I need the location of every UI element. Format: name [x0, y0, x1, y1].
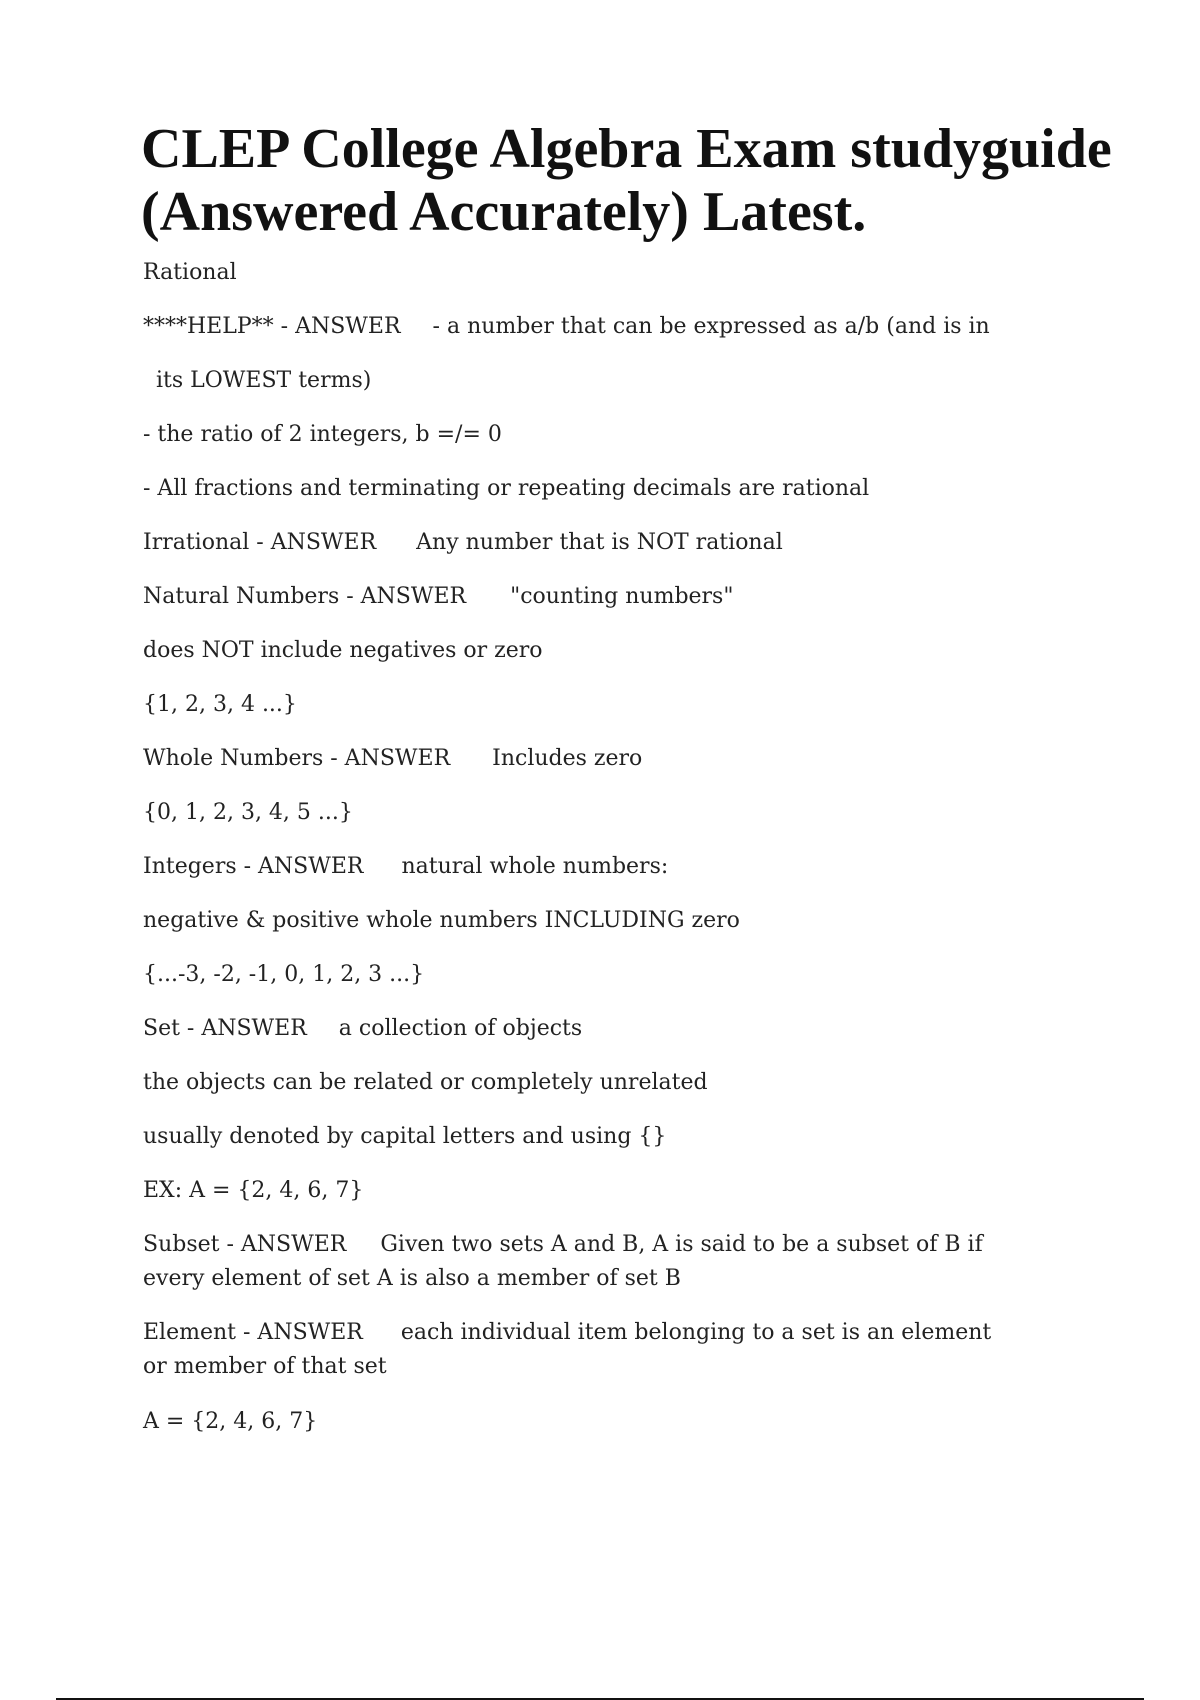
definition-line	[143, 1174, 363, 1208]
definition-line	[156, 364, 371, 398]
term-label: Whole Numbers - ANSWER	[143, 746, 451, 771]
term-label: ****HELP** - ANSWER	[143, 314, 401, 339]
definition-line	[143, 472, 869, 506]
term-label: Set - ANSWER	[143, 1016, 307, 1041]
answer-text: {0, 1, 2, 3, 4, 5 ...}	[143, 800, 353, 825]
definition-line	[143, 256, 237, 290]
definition-line	[143, 1316, 1003, 1384]
answer-text: "counting numbers"	[510, 584, 734, 609]
answer-text: A = {2, 4, 6, 7}	[143, 1409, 318, 1434]
answer-text: natural whole numbers:	[401, 854, 669, 879]
answer-text: each individual item belonging to a set is an element or member of that set	[143, 1320, 992, 1379]
term-label: Element - ANSWER	[143, 1320, 363, 1345]
definition-line	[143, 1405, 317, 1439]
answer-text: {...-3, -2, -1, 0, 1, 2, 3 ...}	[143, 962, 425, 987]
term-label: Rational	[143, 260, 237, 285]
definition-line	[143, 580, 733, 614]
definition-line	[143, 958, 424, 992]
definition-line	[143, 634, 543, 668]
answer-text: a collection of objects	[338, 1016, 583, 1041]
definition-line	[143, 688, 297, 722]
definition-line	[143, 742, 642, 776]
definition-line	[143, 310, 990, 344]
definition-line	[143, 418, 502, 452]
answer-text: does NOT include negatives or zero	[143, 638, 543, 663]
answer-text: - the ratio of 2 integers, b =/= 0	[143, 422, 502, 447]
term-label: Integers - ANSWER	[143, 854, 364, 879]
definition-line	[143, 1012, 582, 1046]
definition-line	[143, 1120, 666, 1154]
term-label: Irrational - ANSWER	[143, 530, 377, 555]
answer-text: Includes zero	[492, 746, 643, 771]
page-title: CLEP College Algebra Exam studyguide (Answered Accurately) Latest.	[141, 118, 1112, 243]
answer-text: - All fractions and terminating or repeating decimals are rational	[143, 476, 870, 501]
answer-text: Given two sets A and B, A is said to be a subset of B if every element of set A is also a member of set B	[143, 1232, 983, 1291]
answer-text: Any number that is NOT rational	[416, 530, 783, 555]
answer-text: EX: A = {2, 4, 6, 7}	[143, 1178, 364, 1203]
definition-line	[143, 1228, 1003, 1296]
term-label: Natural Numbers - ANSWER	[143, 584, 467, 609]
answer-text: its LOWEST terms)	[156, 368, 372, 393]
term-label: Subset - ANSWER	[143, 1232, 347, 1257]
answer-text: {1, 2, 3, 4 ...}	[143, 692, 297, 717]
definition-line	[143, 850, 668, 884]
definition-line	[143, 904, 740, 938]
definition-line	[143, 796, 353, 830]
definition-line	[143, 526, 783, 560]
answer-text: negative & positive whole numbers INCLUDING zero	[143, 908, 740, 933]
answer-text: the objects can be related or completely unrelated	[143, 1070, 708, 1095]
answer-text: usually denoted by capital letters and using {}	[143, 1124, 667, 1149]
definition-line	[143, 1066, 708, 1100]
answer-text: - a number that can be expressed as a/b (and is in	[432, 314, 990, 339]
